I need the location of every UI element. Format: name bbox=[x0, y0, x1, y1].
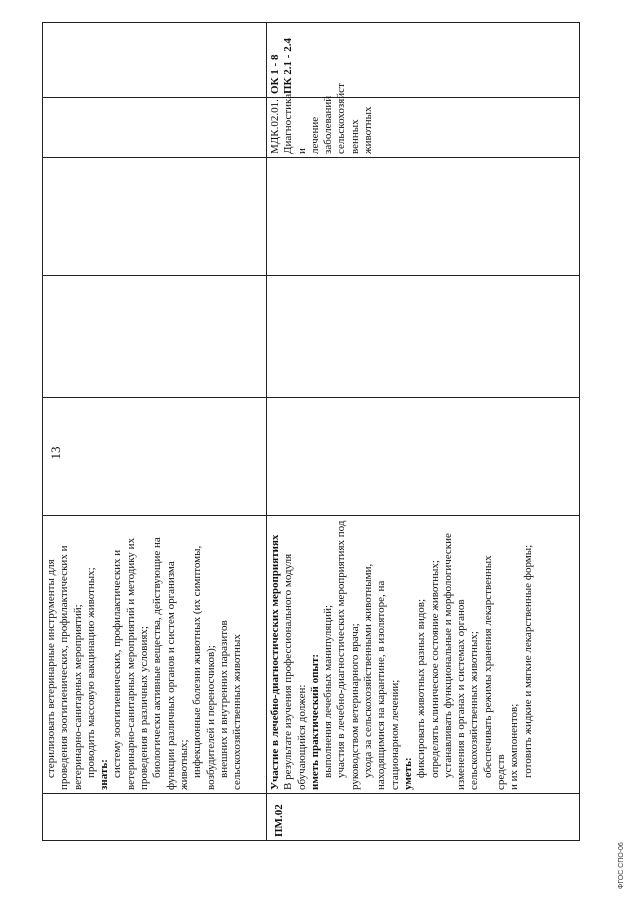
requirement-line: участия в лечебно-диагностических мероприятиях под bbox=[335, 520, 348, 778]
requirement-line: ветеринарно-санитарных мероприятий и методику их bbox=[124, 537, 137, 790]
requirement-line: знать: bbox=[98, 759, 111, 790]
table-row-continuation bbox=[43, 23, 267, 841]
requirement-line: иметь практический опыт: bbox=[308, 653, 321, 790]
empty-cell bbox=[43, 398, 267, 516]
empty-cell bbox=[43, 23, 267, 98]
requirement-line: биологически активные вещества, действующие на bbox=[151, 537, 164, 778]
requirement-line: возбудителей и переносчиков); bbox=[204, 645, 217, 790]
empty-cell bbox=[43, 98, 267, 158]
mdk-title bbox=[269, 83, 375, 154]
requirement-line: функции различных органов и систем организма bbox=[164, 561, 177, 790]
requirement-line: определять клиническое состояние животных; bbox=[428, 560, 441, 778]
requirement-line: сельскохозяйственных животных; bbox=[468, 631, 481, 790]
requirement-line: стационарном лечении; bbox=[388, 679, 401, 790]
requirement-line: выполнения лечебных манипуляций; bbox=[322, 604, 335, 778]
empty-cell bbox=[43, 276, 267, 398]
requirement-line: готовить жидкие и мягкие лекарственные формы; bbox=[521, 544, 534, 778]
mdk-line: МДК.02.01. bbox=[269, 99, 281, 154]
requirement-line: устанавливать функциональные и морфологические bbox=[441, 533, 454, 778]
requirement-line: В результате изучения профессионального модуля bbox=[282, 553, 295, 790]
module-code: ПМ.02 bbox=[267, 794, 580, 841]
table-row-pm02 bbox=[267, 23, 580, 841]
requirement-line: обеспечивать режимы хранения лекарственных средств bbox=[481, 555, 508, 790]
requirement-line: Участие в лечебно-диагностических мероприятиях bbox=[269, 534, 281, 790]
requirement-line: руководством ветеринарного врача; bbox=[348, 623, 361, 790]
mdk-line: лечение bbox=[308, 116, 321, 154]
requirements-list bbox=[45, 519, 244, 790]
requirement-line: внешних и внутренних паразитов bbox=[217, 620, 230, 778]
requirement-line: фиксировать животных разных видов; bbox=[415, 598, 428, 778]
requirement-line: животных; bbox=[177, 739, 190, 790]
code-cell-empty bbox=[43, 794, 267, 841]
requirement-line: ухода за сельскохозяйственными животными, bbox=[362, 563, 375, 778]
mdk-cell bbox=[267, 83, 580, 158]
requirement-line: проведения в различных условиях; bbox=[138, 626, 151, 790]
requirement-line: обучающийся должен: bbox=[295, 684, 308, 790]
curriculum-table bbox=[42, 22, 580, 841]
requirement-line: систему зоогигиенических, профилактических и bbox=[111, 549, 124, 778]
empty-cell bbox=[43, 158, 267, 276]
requirement-line: уметь: bbox=[401, 757, 414, 790]
competencies-cell bbox=[267, 23, 580, 98]
mdk-line: венных bbox=[348, 119, 361, 154]
requirement-line: инфекционные болезни животных (их симптомы, bbox=[191, 545, 204, 778]
requirement-line: проводить массовую вакцинацию животных; bbox=[84, 567, 97, 778]
competency-line: ПК 2.1 - 2.4 bbox=[282, 38, 295, 94]
mdk-line: животных bbox=[362, 106, 375, 154]
mdk-line: сельскохозяйст bbox=[335, 83, 348, 154]
requirement-line: находящимися на карантине, в изоляторе, на bbox=[375, 580, 388, 790]
requirement-line: ветеринарно-санитарных мероприятий; bbox=[71, 604, 84, 790]
requirements-cell bbox=[267, 516, 580, 794]
requirements-cell bbox=[43, 516, 267, 794]
footer-label: ФГОС СПО-06 bbox=[618, 842, 625, 889]
requirement-line: стерилизовать ветеринарные инструменты для bbox=[45, 559, 57, 778]
empty-cell bbox=[267, 158, 580, 276]
competency-line: ОК 1 - 8 bbox=[269, 54, 281, 94]
empty-cell bbox=[267, 398, 580, 516]
requirements-list bbox=[269, 519, 535, 790]
mdk-line: Диагностика и bbox=[282, 93, 308, 154]
empty-cell bbox=[267, 276, 580, 398]
page-number: 13 bbox=[48, 446, 63, 460]
requirement-line: и их компонентов; bbox=[508, 703, 521, 790]
competencies-list bbox=[269, 26, 296, 94]
requirement-line: изменения в органах и системах органов bbox=[455, 599, 468, 790]
requirement-line: проведения зоогигиенических, профилактических и bbox=[58, 545, 71, 790]
mdk-line: заболеваний bbox=[322, 95, 335, 154]
requirement-line: сельскохозяйственных животных bbox=[231, 634, 244, 790]
